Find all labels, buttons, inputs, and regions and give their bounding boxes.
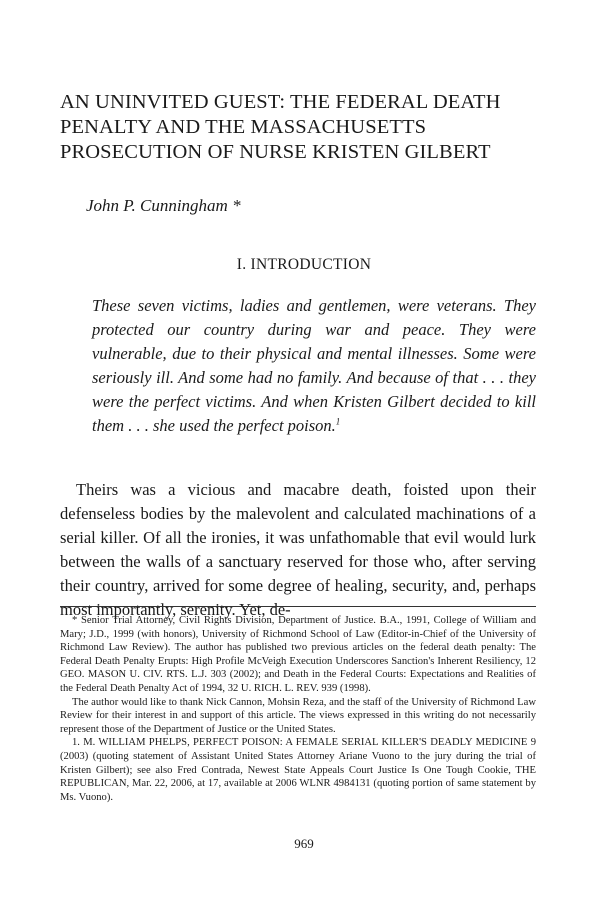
footnote-divider xyxy=(60,606,536,607)
epigraph-quote xyxy=(92,294,536,438)
section-heading: I. INTRODUCTION xyxy=(236,256,372,273)
page-number: 969 xyxy=(294,836,314,851)
footnote-acknowledgment: The author would like to thank Nick Cannon, Mohsin Reza, and the staff of the University of Richmond Law Review for their interest in and support of this article. The views expressed in this writing do not necessarily represent those of the Department of Justice or the United States. xyxy=(60,696,536,735)
footnote-1: 1. M. WILLIAM PHELPS, PERFECT POISON: A FEMALE SERIAL KILLER'S DEADLY MEDICINE 9 (2003) (quoting statement of Assistant United States Attorney Ariane Vuono to the jury during the trial of Kristen Gilbert); see also Fred Contrada, Newest State Appeals Court Justice Is One Tough Cookie, THE REPUBLICAN, Mar. 22, 2006, at 17, available at 2006 WLNR 4984131 (quoting portion of same statement by Ms. Vuono). xyxy=(60,737,536,803)
body-paragraph: Theirs was a vicious and macabre death, foisted upon their defenseless bodies by the malevolent and calculated machinations of a serial killer. Of all the ironies, it was unfathomable that evil would lurk between the walls of a sanctuary reserved for those who, after serving their country, arrived for some degree of healing, security, and, perhaps most importantly, serenity. Yet, de- xyxy=(60,480,536,619)
footnotes xyxy=(60,614,536,804)
footnote-marker: 1 xyxy=(335,416,341,427)
epigraph-text: These seven victims, ladies and gentlemen, were veterans. They protected our country during war and peace. They were vulnerable, due to their physical and mental illnesses. Some were seriously ill. And some had no family. And because of that . . . they were the perfect victims. And when Kristen Gilbert decided to kill them . . . she used the perfect poison. xyxy=(92,296,536,435)
footnote-author: * Senior Trial Attorney, Civil Rights Division, Department of Justice. B.A., 1991, College of William and Mary; J.D., 1999 (with honors), University of Richmond School of Law (Editor-in-Chief of the University of Richmond Law Review). The author has published two previous articles on the federal death penalty: The Federal Death Penalty Erupts: High Profile McVeigh Execution Underscores Sanction's Inherent Resiliency, 12 GEO. MASON U. CIV. RTS. L.J. 303 (2002); and Death in the Federal Courts: Expectations and Realities of the Federal Death Penalty Act of 1994, 32 U. RICH. L. REV. 939 (1998). xyxy=(60,615,536,694)
author-name: John P. Cunningham * xyxy=(86,196,241,215)
article-title: AN UNINVITED GUEST: THE FEDERAL DEATH PENALTY AND THE MASSACHUSETTS PROSECUTION OF NURSE KRISTEN GILBERT xyxy=(60,91,501,163)
